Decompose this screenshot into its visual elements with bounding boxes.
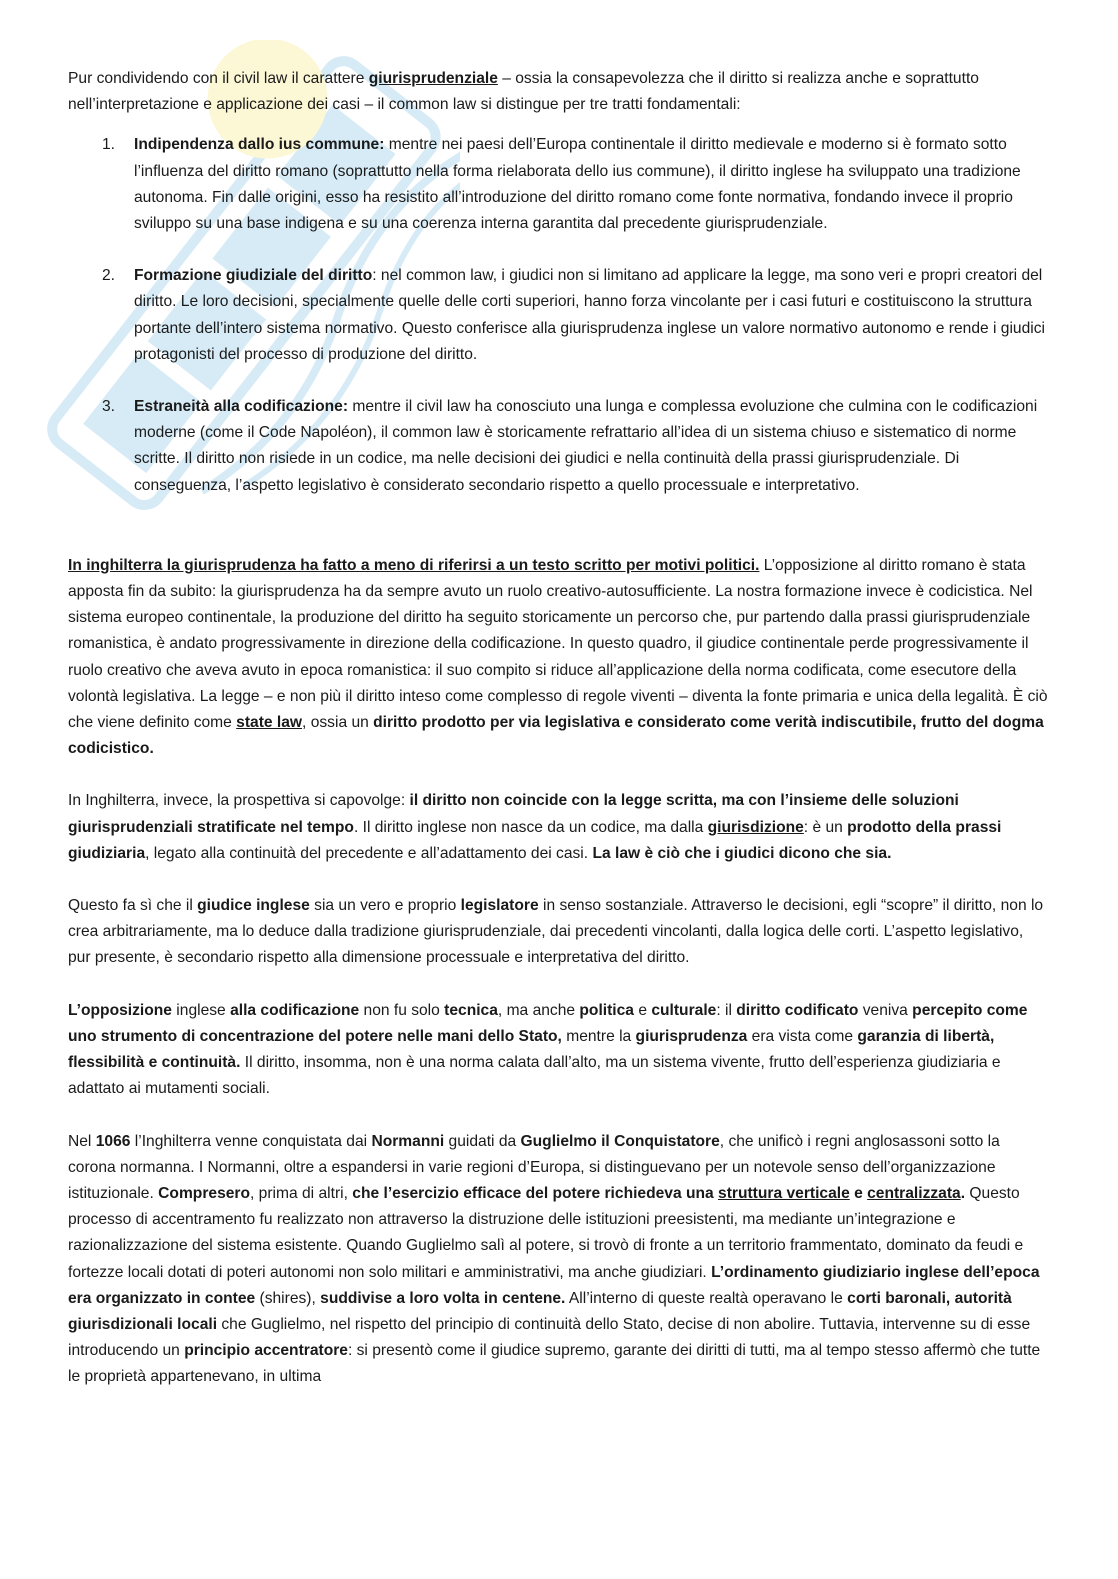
features-list (68, 132, 1048, 498)
paragraph-english-judge: Questo fa sì che il giudice inglese sia un vero e proprio legislatore in senso sostanziale. Attraverso le decisioni, egli “scopre” il diritto, non lo crea arbitrariamente, ma lo deduce dalla tradizione giurisprudenziale, dai precedenti vincolanti, dalla logica delle corti. L’aspetto legislativo, pur presente, è secondario rispetto alla dimensione processuale e interpretativa del diritto. (68, 897, 1044, 967)
paragraph-opposition-codification: L’opposizione inglese alla codificazione non fu solo tecnica, ma anche politica e culturale: il diritto codificato veniva percepito come uno strumento di concentrazione del potere nelle mani dello Stato, mentre la giurisprudenza era vista come garanzia di libertà, flessibilità e continuità. Il diritto, insomma, non è una norma calata dall’alto, ma un sistema vivente, frutto dell’esperienza giudiziaria e adattato ai mutamenti sociali. (68, 1001, 1028, 1098)
paragraph-state-law: In inghilterra la giurisprudenza ha fatto a meno di riferirsi a un testo scritto per motivi politici. L’opposizione al diritto romano è stata apposta fin da subito: la giurisprudenza ha da sempre avuto un ruolo creativo-autosufficiente. La nostra formazione invece è codicistica. Nel sistema europeo continentale, la produzione del diritto ha seguito storicamente un percorso che, pur partendo dalla prassi giurisprudenziale romanistica, è andato progressivamente in direzione della codificazione. In questo quadro, il giudice continentale perde progressivamente il ruolo creativo che aveva avuto in epoca romanistica: il suo compito si riduce all’applicazione della norma codificata, come esecutore della volontà legislativa. La legge – e non più il diritto inteso come complesso di regole viventi – diventa la fonte primaria e unica della legalità. È ciò che viene definito come state law, ossia un diritto prodotto per via legislativa e considerato come verità indiscutibile, frutto del dogma codicistico. (68, 556, 1048, 758)
list-item: 3. Estraneità alla codificazione: mentre il civil law ha conosciuto una lunga e complessa evoluzione che culmina con le codificazioni moderne (come il Code Napoléon), il common law è storicamente refrattario all’idea di un sistema chiuso e sistematico di norme scritte. Il diritto non risiede in un codice, ma nelle decisioni dei giudici e nella continuità della prassi giurisprudenziale. Di conseguenza, l’aspetto legislativo è considerato secondario rispetto a quello processuale e interpretativo. (102, 398, 1038, 494)
list-item: 2. Formazione giudiziale del diritto: nel common law, i giudici non si limitano ad applicare la legge, ma sono veri e propri creatori del diritto. Le loro decisioni, specialmente quelle delle corti superiori, hanno forza vincolante per i casi futuri e costituiscono la struttura portante dell’intero sistema normativo. Questo conferisce alla giurisprudenza inglese un valore normativo autonomo e rende i giudici protagonisti del processo di produzione del diritto. (102, 267, 1046, 363)
paragraph-norman-conquest: Nel 1066 l’Inghilterra venne conquistata dai Normanni guidati da Guglielmo il Conquistatore, che unificò i regni anglosassoni sotto la corona normanna. I Normanni, oltre a espandersi in varie regioni d’Europa, si distinguevano per un notevole senso dell’organizzazione istituzionale. Compresero, prima di altri, che l’esercizio efficace del potere richiedeva una struttura verticale e centralizzata. Questo processo di accentramento fu realizzato non attraverso la distruzione delle istituzioni preesistenti, ma mediante un’integrazione e razionalizzazione del sistema esistente. Quando Guglielmo salì al potere, si trovò di fronte a un territorio frammentato, dominato da feudi e fortezze locali dotati di poteri autonomi non solo militari e amministrativi, ma anche giudiziari. L’ordinamento giudiziario inglese dell’epoca era organizzato in contee (shires), suddivise a loro volta in centene. All’interno di queste realtà operavano le corti baronali, autorità giurisdizionali locali che Guglielmo, nel rispetto del principio di continuità dello Stato, decise di non abolire. Tuttavia, intervenne su di esse introducendo un principio accentratore: si presentò come il giudice supremo, garante dei diritti di tutti, ma al tempo stesso affermò che tutte le proprietà appartenevano, in ultima (68, 1132, 1041, 1386)
intro-paragraph: Pur condividendo con il civil law il carattere giurisprudenziale – ossia la consapevolezza che il diritto si realizza anche e soprattutto nell’interpretazione e applicazione dei casi – il common law si distingue per tre tratti fondamentali: (68, 70, 979, 114)
paragraph-england-perspective: In Inghilterra, invece, la prospettiva si capovolge: il diritto non coincide con la legge scritta, ma con l’insieme delle soluzioni giurisprudenziali stratificate nel tempo. Il diritto inglese non nasce da un codice, ma dalla giurisdizione: è un prodotto della prassi giudiziaria, legato alla continuità del precedente e all’adattamento dei casi. La law è ciò che i giudici dicono che sia. (68, 792, 1002, 862)
list-item: 1. Indipendenza dallo ius commune: mentre nei paesi dell’Europa continentale il diritto medievale e moderno si è formato sotto l’influenza del diritto romano (soprattutto nella forma rielaborata dello ius commune), il diritto inglese ha sviluppato una tradizione autonoma. Fin dalle origini, esso ha resistito all’introduzione del diritto romano come fonte normativa, fondando invece il proprio sviluppo su una base indigena e su una coerenza interna garantita dal precedente giurisprudenziale. (102, 136, 1021, 233)
document-page (68, 66, 1048, 1391)
